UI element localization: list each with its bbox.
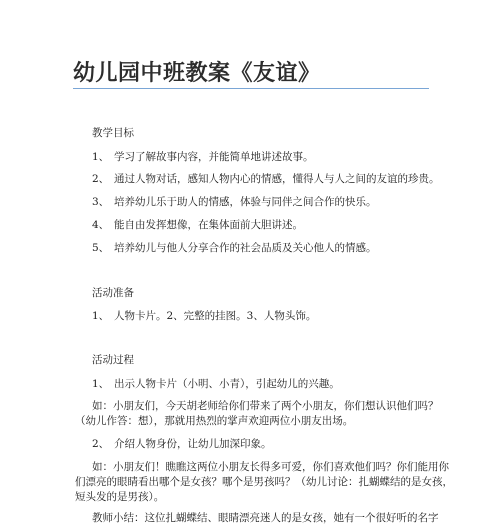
list-item-number: 1、 — [92, 378, 110, 390]
list-item — [92, 150, 314, 164]
paragraph-line: （幼儿作答：想），那就用热烈的掌声欢迎两位小朋友出场。 — [75, 415, 354, 427]
list-item — [92, 309, 316, 323]
title-underline — [73, 88, 429, 89]
process-heading: 活动过程 — [92, 354, 134, 366]
paragraph-line: 如：小朋友们，今天胡老师给你们带来了两个小朋友，你们想认识他们吗？ — [92, 400, 439, 412]
page-title: 幼儿园中班教案《友谊》 — [73, 61, 321, 86]
list-item-number: 2、 — [92, 438, 110, 450]
list-item-number: 4、 — [92, 219, 110, 231]
list-item-number: 3、 — [92, 196, 110, 208]
paragraph-line: 教师小结：这位扎蝴蝶结、眼睛漂亮迷人的是女孩，她有一个很好听的名字 — [92, 512, 439, 524]
list-item-text: 培养幼儿乐于助人的情感，体验与同伴之间合作的快乐。 — [114, 196, 377, 208]
paragraph-line: 短头发的是男孩）。 — [75, 491, 165, 503]
list-item-text: 通过人物对话，感知人物内心的情感，懂得人与人之间的友谊的珍贵。 — [114, 173, 440, 185]
list-item-number: 1、 — [92, 151, 110, 163]
goals-heading: 教学目标 — [92, 127, 134, 139]
list-item — [92, 377, 340, 391]
list-item — [92, 172, 440, 186]
list-item-text: 培养幼儿与他人分享合作的社会品质及关心他人的情感。 — [114, 242, 377, 254]
prep-heading: 活动准备 — [92, 287, 134, 299]
list-item-text: 能自由发挥想像，在集体面前大胆讲述。 — [114, 219, 303, 231]
list-item-text: 学习了解故事内容，并能简单地讲述故事。 — [114, 151, 314, 163]
list-item-text: 出示人物卡片（小明、小青），引起幼儿的兴趣。 — [114, 378, 340, 390]
list-item — [92, 241, 377, 255]
list-item-number: 1、 — [92, 310, 110, 322]
list-item-text: 人物卡片。2、完整的挂图。3、人物头饰。 — [114, 310, 317, 322]
paragraph-line: 们漂亮的眼睛看出哪个是女孩？哪个是男孩吗？（幼儿讨论：扎蝴蝶结的是女孩， — [75, 476, 453, 488]
list-item-text: 介绍人物身份，让幼儿加深印象。 — [114, 438, 272, 450]
list-item-number: 2、 — [92, 173, 110, 185]
list-item — [92, 218, 303, 232]
list-item — [92, 437, 272, 451]
list-item-number: 5、 — [92, 242, 110, 254]
list-item — [92, 195, 377, 209]
paragraph-line: 如：小朋友们！瞧瞧这两位小朋友长得多可爱，你们喜欢他们吗？你们能用你 — [92, 461, 449, 473]
